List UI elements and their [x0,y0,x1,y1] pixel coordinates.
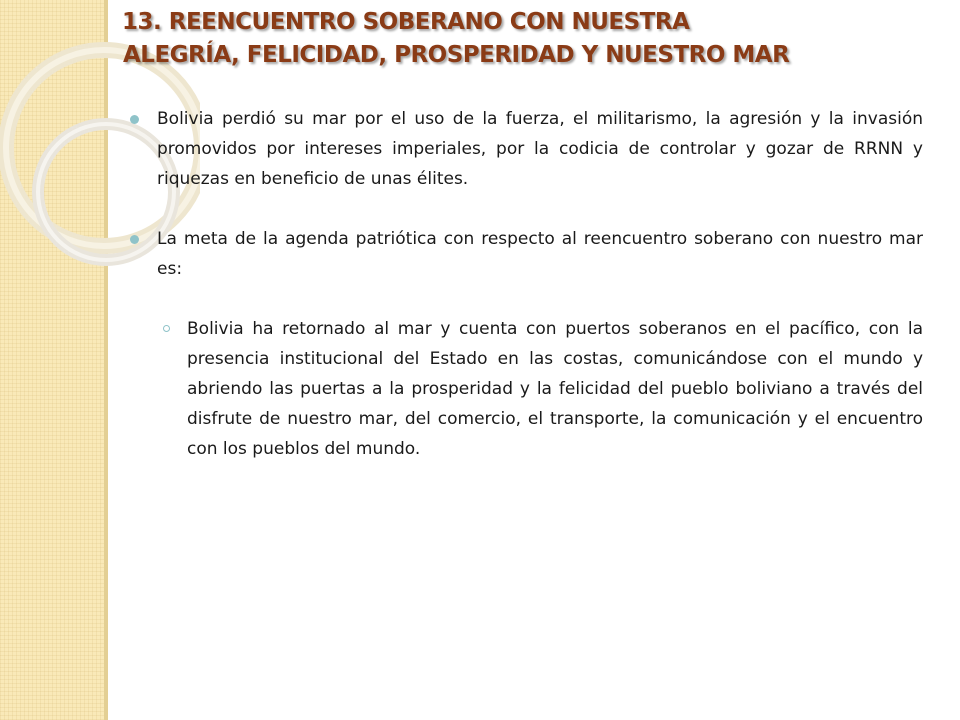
sub-bullet-text: Bolivia ha retornado al mar y cuenta con puertos soberanos en el pacífico, con la presencia institucional del Estado en las costas, comunicándose con el mundo y abriendo las puertas a la prosperidad y la felicidad del pueblo boliviano a través del disfrute de nuestro mar, del comercio, el transporte, la comunicación y el encuentro con los pueblos del mundo. [187,319,923,459]
bullet-item [130,104,923,194]
sub-bullet-item [160,314,923,464]
bullet-text: Bolivia perdió su mar por el uso de la fuerza, el militarismo, la agresión y la invasión promovidos por intereses imperiales, por la codicia de controlar y gozar de RRNN y riquezas en beneficio de unas élites. [157,109,923,189]
sub-bullet-marker-icon [163,325,170,332]
bullet-marker-icon [130,235,139,244]
title-line-1: 13. REENCUENTRO SOBERANO CON NUESTRA [122,9,690,35]
bullet-item [130,224,923,284]
bullet-text: La meta de la agenda patriótica con respecto al reencuentro soberano con nuestro mar es: [157,229,923,279]
title-line-2: ALEGRÍA, FELICIDAD, PROSPERIDAD Y NUESTRO MAR [123,42,790,68]
bullet-marker-icon [130,115,139,124]
slide-title [122,6,922,72]
slide-content [130,104,923,464]
